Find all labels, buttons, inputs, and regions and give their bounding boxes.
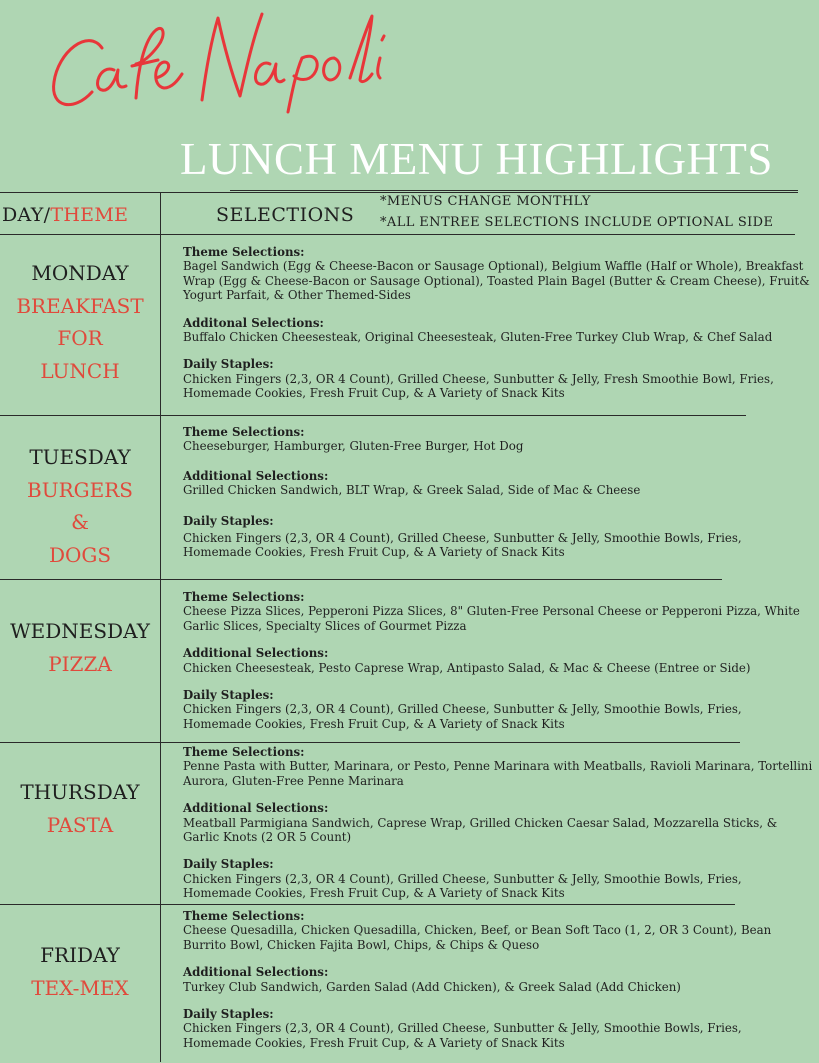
day-friday (0, 939, 160, 1004)
block-text: Turkey Club Sandwich, Garden Salad (Add Chicken), & Greek Salad (Add Chicken) (183, 979, 681, 994)
block-text: Bagel Sandwich (Egg & Cheese-Bacon or Sausage Optional), Belgium Waffle (Half or Whole), Breakfast Wrap (Egg & Cheese-Bacon or Sausage Optional), Toasted Plain Bagel (Butter & Cream Cheese), Fruit& Yogurt Parfait, & Other Themed-Sides (183, 259, 810, 303)
selections-monday (183, 245, 813, 414)
additional-selections (183, 801, 813, 844)
day-thursday (0, 776, 160, 841)
theme-line: BURGERS (27, 477, 133, 502)
block-text: Chicken Fingers (2,3, OR 4 Count), Grilled Cheese, Sunbutter & Jelly, Fresh Smoothie Bowl, Fries, Homemade Cookies, Fresh Fruit Cup, & A Variety of Snack Kits (183, 371, 774, 401)
theme-line: PIZZA (48, 651, 112, 676)
block-heading: Theme Selections: (183, 425, 305, 439)
day-theme-header (2, 204, 128, 226)
block-heading: Daily Staples: (183, 857, 274, 872)
block-heading: Daily Staples: (183, 1007, 274, 1022)
additional-selections (183, 469, 813, 498)
day-name: WEDNESDAY (10, 619, 150, 643)
header-rule-bottom (0, 234, 795, 235)
row-rule (0, 415, 746, 416)
menu-title: LUNCH MENU HIGHLIGHTS (180, 134, 773, 184)
selections-tuesday (183, 425, 813, 573)
selections-wednesday (183, 590, 813, 744)
daily-staples (183, 857, 813, 900)
note-menus-change: *MENUS CHANGE MONTHLY (380, 194, 591, 209)
title-rule (230, 190, 798, 191)
theme-line: & (71, 510, 89, 534)
block-heading: Additonal Selections: (183, 315, 324, 330)
theme-selections (183, 425, 813, 454)
cafe-napoli-logo (40, 0, 390, 120)
block-heading: Daily Staples: (183, 513, 274, 528)
daily-staples (183, 514, 813, 560)
block-text: Penne Pasta with Butter, Marinara, or Pesto, Penne Marinara with Meatballs, Ravioli Marinara, Tortellini Aurora, Gluten-Free Penne Marinara (183, 759, 813, 788)
block-text: Buffalo Chicken Cheesesteak, Original Cheesesteak, Gluten-Free Turkey Club Wrap, & Chef Salad (183, 330, 773, 345)
theme-selections (183, 745, 813, 788)
theme-selections (183, 590, 813, 633)
selections-friday (183, 909, 808, 1063)
block-heading: Additional Selections: (183, 801, 329, 816)
additional-selections (183, 965, 808, 994)
theme-line: PASTA (46, 812, 114, 837)
block-heading: Additional Selections: (183, 965, 329, 980)
additional-selections (183, 646, 813, 675)
row-rule (0, 579, 722, 580)
daily-staples (183, 688, 813, 731)
day-wednesday (0, 615, 160, 680)
day-header: DAY/ (2, 204, 51, 226)
block-heading: Additional Selections: (183, 468, 329, 483)
note-entree-side: *ALL ENTREE SELECTIONS INCLUDE OPTIONAL SIDE (380, 215, 774, 230)
block-heading: Theme Selections: (183, 590, 305, 604)
theme-line: FOR (57, 326, 103, 350)
block-heading: Additional Selections: (183, 646, 329, 661)
block-text: Meatball Parmigiana Sandwich, Caprese Wrap, Grilled Chicken Caesar Salad, Mozzarella Sticks, & Garlic Knots (2 OR 5 Count) (183, 815, 778, 845)
block-text: Cheese Pizza Slices, Pepperoni Pizza Slices, 8" Gluten-Free Personal Cheese or Pepperoni Pizza, White Garlic Slices, Specialty Slices of Gourmet Pizza (183, 604, 800, 633)
block-heading: Theme Selections: (183, 909, 305, 923)
day-name: THURSDAY (20, 780, 140, 804)
block-text: Chicken Cheesesteak, Pesto Caprese Wrap, Antipasto Salad, & Mac & Cheese (Entree or Side) (183, 660, 751, 675)
selections-header: SELECTIONS (216, 204, 355, 226)
block-text: Cheese Quesadilla, Chicken Quesadilla, Chicken, Beef, or Bean Soft Taco (1, 2, OR 3 Count), Bean Burrito Bowl, Chicken Fajita Bowl, Chips, & Chips & Queso (183, 923, 772, 952)
theme-line: TEX-MEX (31, 975, 129, 1000)
day-name: TUESDAY (29, 445, 131, 469)
theme-selections (183, 909, 808, 952)
block-text: Chicken Fingers (2,3, OR 4 Count), Grilled Cheese, Sunbutter & Jelly, Smoothie Bowls, Fries, Homemade Cookies, Fresh Fruit Cup, & A Variety of Snack Kits (183, 1021, 742, 1050)
selections-thursday (183, 745, 813, 914)
theme-header: THEME (50, 204, 129, 226)
day-tuesday (0, 441, 160, 571)
theme-line: DOGS (48, 542, 112, 567)
block-heading: Theme Selections: (183, 745, 305, 759)
block-text: Chicken Fingers (2,3, OR 4 Count), Grilled Cheese, Sunbutter & Jelly, Smoothie Bowls, Fries, Homemade Cookies, Fresh Fruit Cup, & A Variety of Snack Kits (183, 871, 742, 901)
daily-staples (183, 357, 813, 400)
daily-staples (183, 1007, 808, 1050)
header-rule-top (0, 192, 798, 193)
block-text: Grilled Chicken Sandwich, BLT Wrap, & Greek Salad, Side of Mac & Cheese (183, 483, 641, 498)
block-heading: Theme Selections: (183, 245, 305, 259)
day-monday (0, 257, 160, 387)
block-text: Chicken Fingers (2,3, OR 4 Count), Grilled Cheese, Sunbutter & Jelly, Smoothie Bowls, Fries, Homemade Cookies, Fresh Fruit Cup, & A Variety of Snack Kits (183, 702, 742, 731)
column-divider (160, 192, 161, 1062)
block-text: Cheeseburger, Hamburger, Gluten-Free Burger, Hot Dog (183, 439, 524, 454)
block-heading: Daily Staples: (183, 688, 274, 703)
additional-selections (183, 316, 813, 345)
block-heading: Daily Staples: (183, 357, 274, 372)
theme-line: LUNCH (40, 358, 120, 383)
block-text: Chicken Fingers (2,3, OR 4 Count), Grilled Cheese, Sunbutter & Jelly, Smoothie Bowls, Fries, Homemade Cookies, Fresh Fruit Cup, & A Variety of Snack Kits (183, 531, 742, 560)
day-name: MONDAY (31, 261, 129, 285)
theme-selections (183, 245, 813, 303)
day-name: FRIDAY (40, 943, 120, 967)
theme-line: BREAKFAST (16, 293, 144, 318)
